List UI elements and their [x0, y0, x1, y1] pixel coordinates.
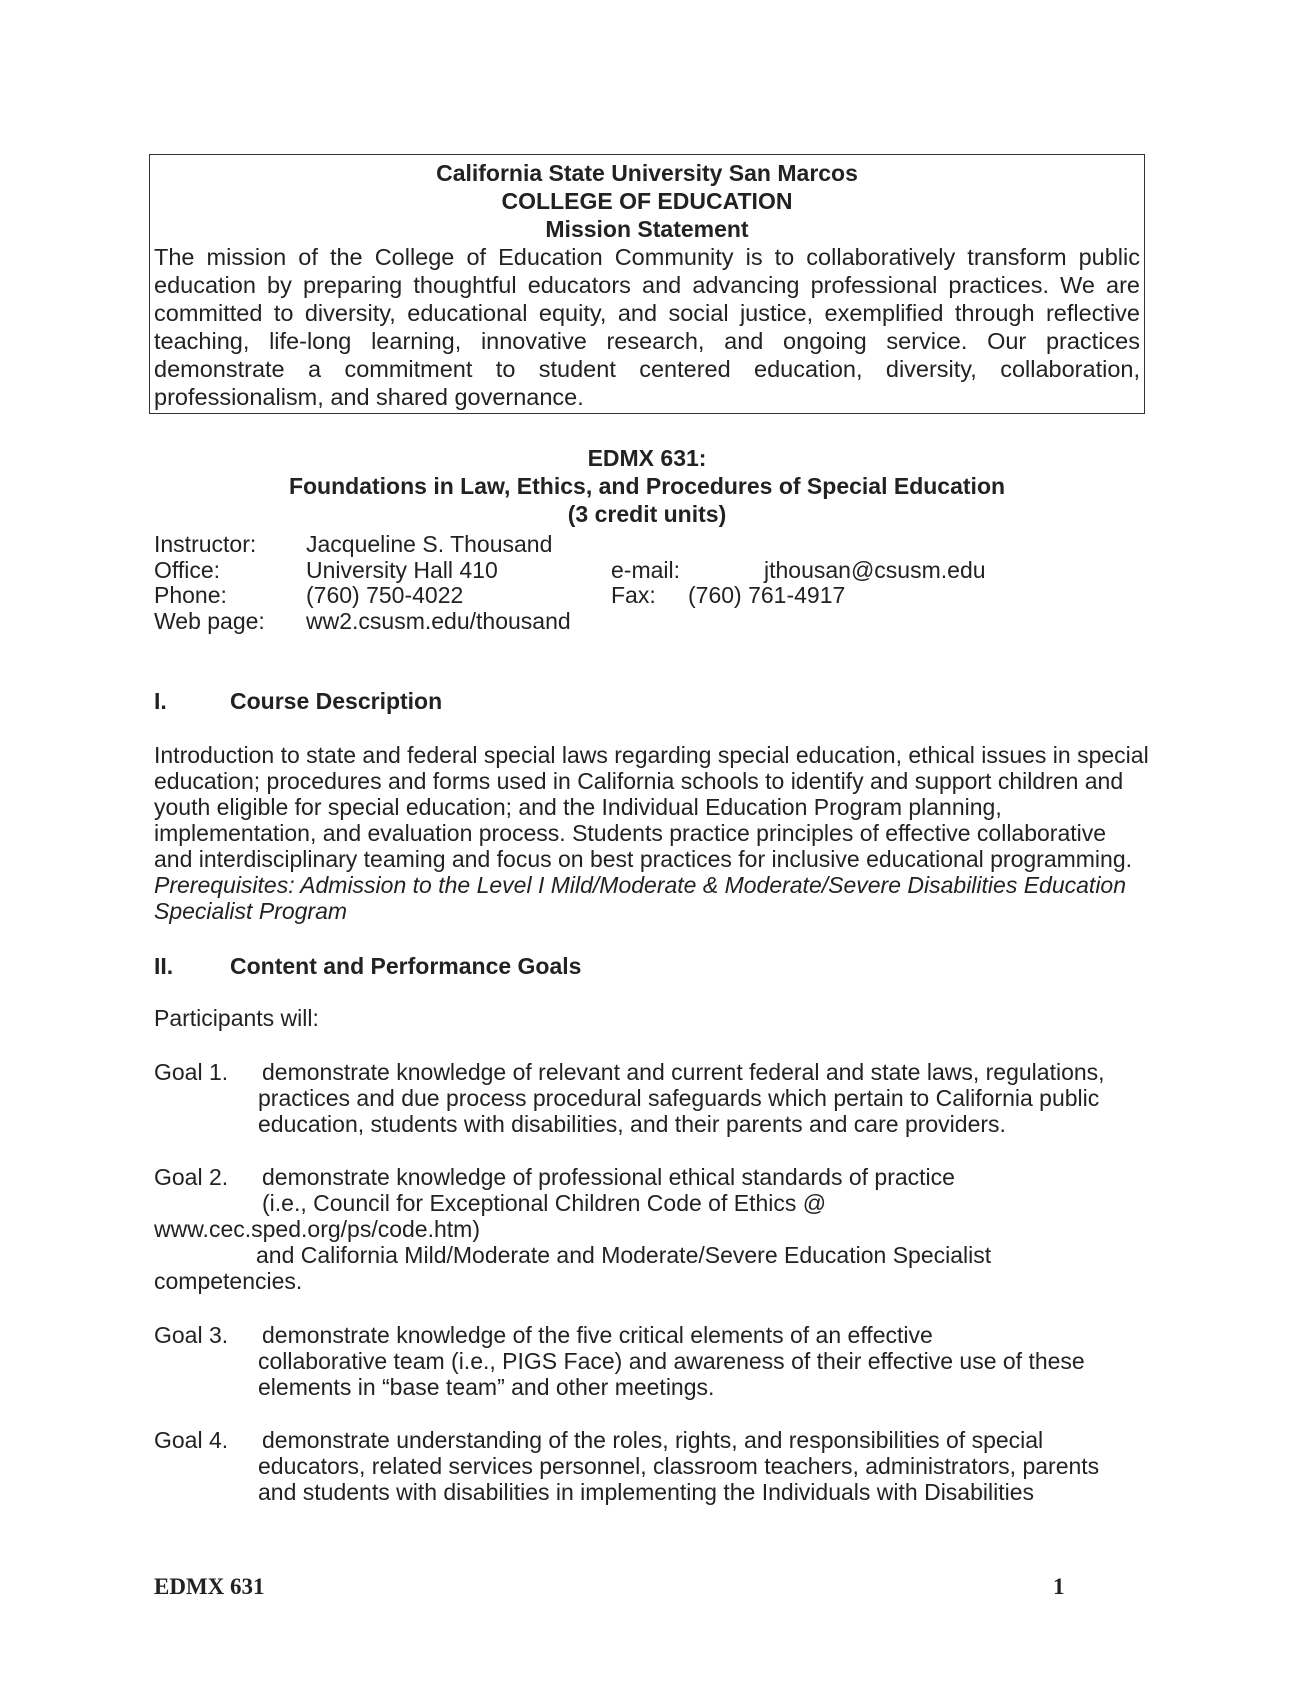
section-number: II.: [154, 953, 174, 979]
goal-text-line: practices and due process procedural safeguards which pertain to California public: [258, 1085, 1100, 1111]
fax-label: Fax:: [611, 582, 656, 608]
college-name: COLLEGE OF EDUCATION: [501, 188, 793, 214]
goal-text-line: collaborative team (i.e., PIGS Face) and awareness of their effective use of these: [258, 1348, 1085, 1374]
footer-page-number: 1: [1053, 1574, 1065, 1599]
goal-text-line: elements in “base team” and other meetings.: [258, 1374, 715, 1400]
course-title: Foundations in Law, Ethics, and Procedures of Special Education: [288, 473, 1006, 499]
phone-value: (760) 750-4022: [306, 582, 464, 608]
mission-heading: Mission Statement: [545, 216, 749, 242]
office-value: University Hall 410: [306, 557, 498, 583]
instructor-name: Jacqueline S. Thousand: [306, 531, 553, 557]
mission-statement-box: [149, 154, 1145, 414]
goal-label: Goal 2.: [154, 1164, 229, 1190]
mission-text: The mission of the College of Education Community is to collaboratively transform public education by preparing thoughtful educators and advancing professional practices. We are committed to diversity, educational equity, and social justice, exemplified through reflective teaching, life-long learning, innovative research, and ongoing service. Our practices demonstrate a commitment to student centered education, diversity, collaboration, professionalism, and shared governance.: [154, 244, 1140, 410]
goal-text-line: demonstrate knowledge of the five critical elements of an effective: [262, 1322, 933, 1348]
university-name: California State University San Marcos: [436, 160, 858, 186]
goal-text-line: demonstrate knowledge of professional ethical standards of practice: [262, 1164, 955, 1190]
goal-text-line: educators, related services personnel, classroom teachers, administrators, parents: [258, 1453, 1100, 1479]
instructor-label: Instructor:: [154, 531, 257, 557]
office-label: Office:: [154, 557, 221, 583]
goal-label: Goal 1.: [154, 1059, 229, 1085]
course-description: [154, 742, 1149, 924]
goal-label: Goal 4.: [154, 1427, 229, 1453]
participants-intro: Participants will:: [154, 1005, 319, 1031]
footer-course-code: EDMX 631: [154, 1574, 265, 1599]
section-course-description-heading: [154, 688, 442, 715]
section-goals-heading: [154, 953, 581, 980]
goal-text-line: education, students with disabilities, and their parents and care providers.: [258, 1111, 1006, 1137]
fax-value: (760) 761-4917: [688, 582, 846, 608]
goal-label: Goal 3.: [154, 1322, 229, 1348]
email-value: jthousan@csusm.edu: [764, 557, 986, 583]
web-value: ww2.csusm.edu/thousand: [306, 608, 571, 634]
goal-text-line: (i.e., Council for Exceptional Children Code of Ethics @: [262, 1190, 827, 1216]
prerequisites-text: Prerequisites: Admission to the Level I Mild/Moderate & Moderate/Severe Disabilities Education Specialist Program: [154, 872, 1127, 924]
description-text: Introduction to state and federal special laws regarding special education, ethical issues in special education; procedures and forms used in California schools to identify and support children and youth eligible for special education; and the Individual Education Program planning, implementation, and evaluation process. Students practice principles of effective collaborative and interdisciplinary teaming and focus on best practices for inclusive educational programming.: [154, 742, 1149, 872]
section-title: Content and Performance Goals: [230, 953, 582, 979]
goal-text-line: and students with disabilities in implementing the Individuals with Disabilities: [258, 1479, 1035, 1505]
email-label: e-mail:: [611, 557, 681, 583]
course-heading: [149, 444, 1145, 528]
goal-text-line: and California Mild/Moderate and Moderate/Severe Education Specialist: [256, 1242, 992, 1268]
course-code: EDMX 631:: [587, 445, 707, 471]
course-units: (3 credit units): [567, 501, 727, 527]
section-title: Course Description: [230, 688, 443, 714]
phone-label: Phone:: [154, 582, 227, 608]
goal-text-line: competencies.: [154, 1268, 303, 1294]
web-label: Web page:: [154, 608, 265, 634]
goal-text-line: www.cec.sped.org/ps/code.htm): [154, 1216, 480, 1242]
goal-text-line: demonstrate understanding of the roles, rights, and responsibilities of special: [262, 1427, 1044, 1453]
section-number: I.: [154, 688, 167, 714]
goal-text-line: demonstrate knowledge of relevant and current federal and state laws, regulations,: [262, 1059, 1105, 1085]
